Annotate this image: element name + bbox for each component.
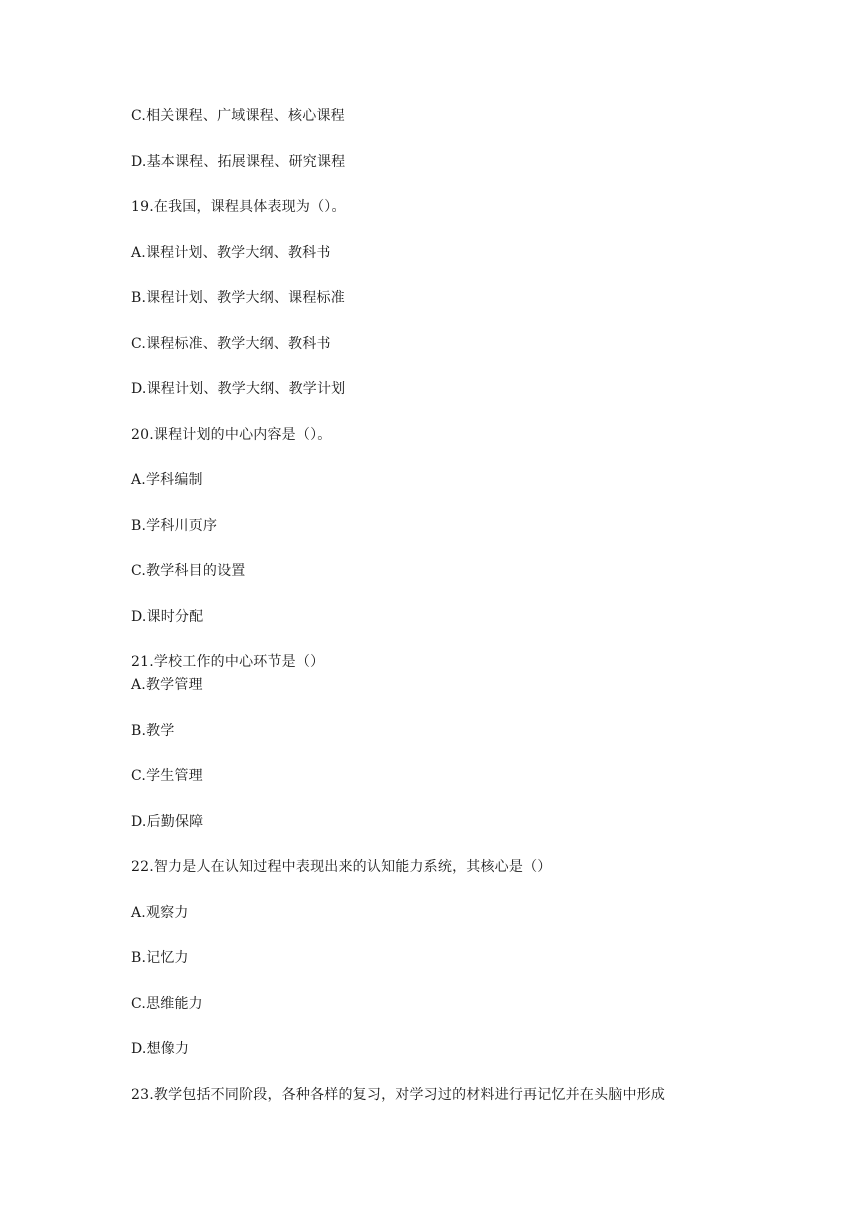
option-d-q18: D.基本课程、拓展课程、研究课程 [131, 154, 346, 170]
question-23: 23.教学包括不同阶段，各种各样的复习，对学习过的材料进行再记忆并在头脑中形成 [131, 1087, 666, 1103]
option-d-q20: D.课时分配 [131, 609, 204, 625]
option-d-q21: D.后勤保障 [131, 814, 204, 830]
option-a-q22: A.观察力 [131, 905, 189, 921]
question-19: 19.在我国，课程具体表现为（）。 [131, 199, 346, 215]
option-a-q19: A.课程计划、教学大纲、教科书 [131, 245, 331, 261]
option-b-q21: B.教学 [131, 723, 175, 739]
option-b-q19: B.课程计划、教学大纲、课程标准 [131, 290, 345, 306]
question-22: 22.智力是人在认知过程中表现出来的认知能力系统，其核心是（） [131, 859, 552, 875]
option-d-q19: D.课程计划、教学大纲、教学计划 [131, 381, 346, 397]
option-c-q20: C.教学科目的设置 [131, 563, 246, 579]
option-a-q20: A.学科编制 [131, 472, 203, 488]
option-b-q20: B.学科川页序 [131, 518, 218, 534]
option-d-q22: D.想像力 [131, 1041, 190, 1057]
question-20: 20.课程计划的中心内容是（）。 [131, 427, 332, 443]
option-b-q22: B.记忆力 [131, 950, 189, 966]
question-21: 21.学校工作的中心环节是（） [131, 654, 325, 670]
option-a-q21: A.教学管理 [131, 677, 203, 693]
option-c-q22: C.思维能力 [131, 996, 203, 1012]
option-c-q21: C.学生管理 [131, 768, 203, 784]
option-c-q19: C.课程标准、教学大纲、教科书 [131, 336, 331, 352]
option-c-q18: C.相关课程、广域课程、核心课程 [131, 108, 345, 124]
